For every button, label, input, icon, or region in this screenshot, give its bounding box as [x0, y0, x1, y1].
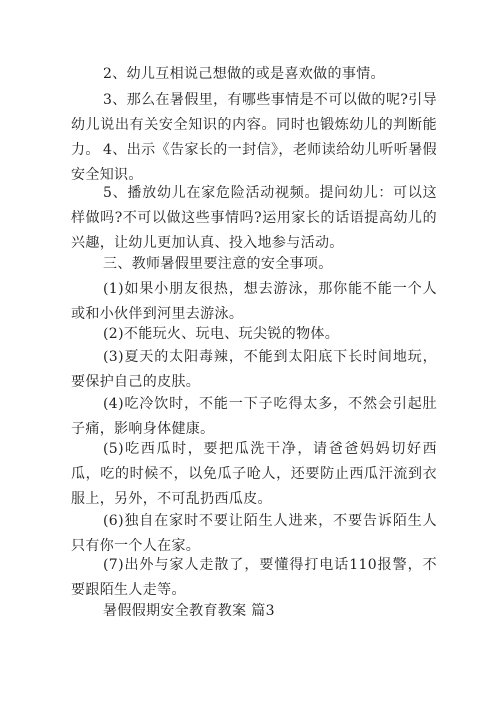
safety-item-1: (1)如果小朋友很热，想去游泳，那你能不能一个人或和小伙伴到河里去游泳。 — [71, 281, 437, 322]
safety-item-7: (7)出外与家人走散了，要懂得打电话110报警，不要跟陌生人走等。 — [71, 557, 437, 598]
section-heading: 三、教师暑假里要注意的安全事项。 — [103, 256, 333, 272]
paragraph-1: 2、幼儿互相说己想做的或是喜欢做的事情。 — [103, 66, 385, 82]
safety-item-4: (4)吃冷饮时，不能一下子吃得太多，不然会引起肚子痛，影响身体健康。 — [71, 396, 437, 437]
section-title-part-3: 暑假假期安全教育教案 篇3 — [103, 603, 275, 619]
safety-item-6: (6)独自在家时不要让陌生人进来，不要告诉陌生人只有你一个人在家。 — [71, 513, 437, 554]
safety-item-3: (3)夏天的太阳毒辣，不能到太阳底下长时间地玩，要保护自己的皮肤。 — [71, 349, 437, 390]
paragraph-4: 5、播放幼儿在家危险活动视频。提问幼儿：可以这样做吗?不可以做这些事情吗?运用家长的话语提高幼儿的兴趣，让幼儿更加认真、投入地参与活动。 — [71, 185, 437, 251]
paragraph-2: 3、那么在暑假里，有哪些事情是不可以做的呢?引导幼儿说出有关安全知识的内容。同时也锻炼幼儿的判断能力。 — [71, 92, 437, 158]
safety-item-2: (2)不能玩火、玩电、玩尖锐的物体。 — [103, 326, 340, 342]
paragraph-3: 4、出示《告家长的一封信》，老师读给幼儿听听暑假安全知识。 — [71, 142, 437, 183]
safety-item-5: (5)吃西瓜时，要把瓜洗干净，请爸爸妈妈切好西瓜，吃的时候不，以免瓜子呛人，还要防止西瓜汗流到衣服上，另外，不可乱扔西瓜皮。 — [71, 441, 437, 507]
